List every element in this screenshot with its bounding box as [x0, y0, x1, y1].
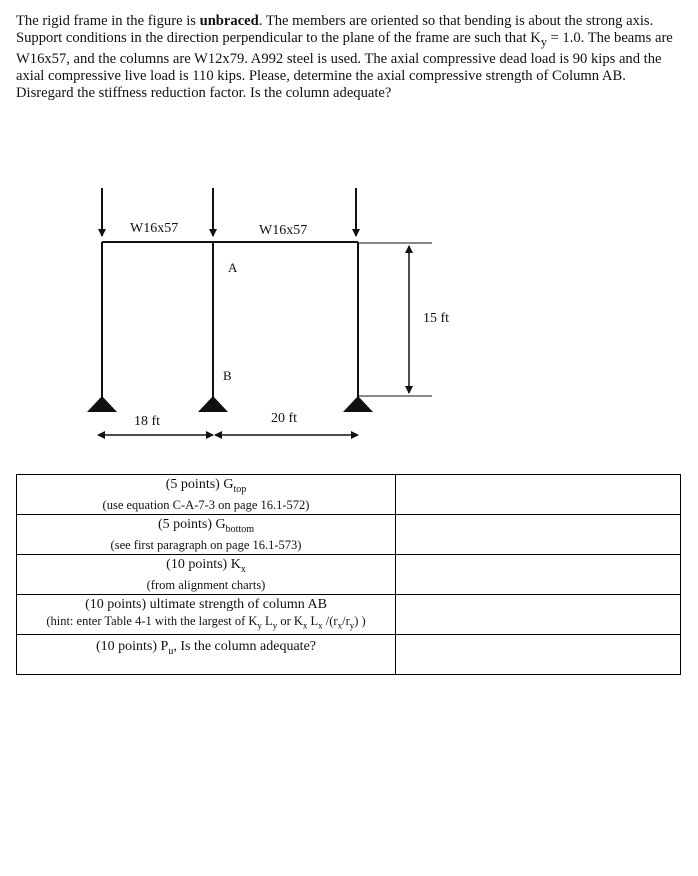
- symbol-subscript: bottom: [225, 523, 255, 535]
- points-text: (5 points): [157, 516, 216, 532]
- hint-part: L: [307, 613, 319, 628]
- question-label: [17, 476, 395, 498]
- symbol-subscript: top: [233, 483, 247, 495]
- question-cell-gtop: [17, 475, 396, 515]
- joint-b-label: B: [223, 368, 232, 383]
- answer-cell-kx[interactable]: [396, 555, 681, 595]
- points-text: (10 points): [166, 556, 231, 572]
- hint-sub: x: [337, 620, 343, 631]
- question-hint: (from alignment charts): [146, 578, 266, 593]
- hint-part: L: [261, 613, 273, 628]
- points-text: (10 points) P: [95, 639, 169, 654]
- table-row: [17, 555, 681, 595]
- hint-sub: y: [257, 620, 262, 631]
- question-label: [17, 638, 395, 660]
- question-cell-gbottom: [17, 515, 396, 555]
- height-label: 15 ft: [423, 311, 450, 326]
- beam-right-label: W16x57: [259, 223, 308, 238]
- question-label: [17, 516, 395, 538]
- hint-part: ) ): [354, 613, 366, 628]
- answer-table: [16, 474, 681, 675]
- table-row: [17, 635, 681, 675]
- symbol-subscript: u: [168, 645, 174, 657]
- span-right-label: 20 ft: [271, 411, 298, 426]
- symbol-text: K: [230, 556, 241, 572]
- problem-text-3: = 1.0. The beams are W16x57, and the columns are W12x79. A992 steel is used. The axial compressive dead load is 90 kips and the axial compressive live load is 110 kips. Please, determine the axial compressive strength of Column AB. Disregard the stiffness reduction factor. Is the column adequate?: [16, 30, 673, 101]
- symbol-text: G: [215, 516, 226, 532]
- question-label: (10 points) ultimate strength of column AB: [85, 596, 327, 612]
- answer-cell-pu[interactable]: [396, 635, 681, 675]
- problem-text-1: The rigid frame in the figure is: [16, 13, 200, 29]
- question-cell-pu: [17, 635, 396, 675]
- hint-sub: x: [302, 620, 308, 631]
- problem-subscript-y: y: [540, 34, 547, 49]
- hint-part: (hint: enter Table 4-1 with the largest of K: [46, 613, 258, 628]
- hint-sub: y: [349, 620, 355, 631]
- beam-left-label: W16x57: [130, 221, 179, 236]
- table-row: [17, 595, 681, 635]
- hint-part: /(r: [322, 613, 338, 628]
- question-hint: (use equation C-A-7-3 on page 16.1-572): [102, 498, 310, 513]
- answer-cell-gtop[interactable]: [396, 475, 681, 515]
- joint-a-label: A: [228, 260, 238, 275]
- support-right-icon: [343, 396, 373, 412]
- hint-part: or K: [277, 613, 303, 628]
- question-hint: (see first paragraph on page 16.1-573): [110, 538, 302, 553]
- answer-cell-ultimate-strength[interactable]: [396, 595, 681, 635]
- symbol-subscript: x: [240, 563, 246, 575]
- support-middle-icon: [198, 396, 228, 412]
- question-rest-text: , Is the column adequate?: [173, 639, 316, 654]
- hint-sub: y: [272, 620, 278, 631]
- question-hint: [17, 613, 395, 634]
- points-text: (5 points): [165, 476, 224, 492]
- span-left-label: 18 ft: [134, 414, 161, 429]
- hint-part: /r: [342, 613, 350, 628]
- table-row: [17, 475, 681, 515]
- symbol-text: G: [223, 476, 234, 492]
- answer-cell-gbottom[interactable]: [396, 515, 681, 555]
- question-label: [17, 556, 395, 578]
- table-row: [17, 515, 681, 555]
- hint-sub: x: [318, 620, 323, 631]
- question-cell-kx: [17, 555, 396, 595]
- problem-text-2: . The members are oriented so that bending is about the strong axis. Support conditions in the direction perpendicular to the plane of the frame are such that K: [16, 13, 654, 46]
- problem-bold-unbraced: unbraced: [199, 13, 259, 29]
- support-left-icon: [87, 396, 117, 412]
- question-cell-ultimate-strength: [17, 595, 396, 635]
